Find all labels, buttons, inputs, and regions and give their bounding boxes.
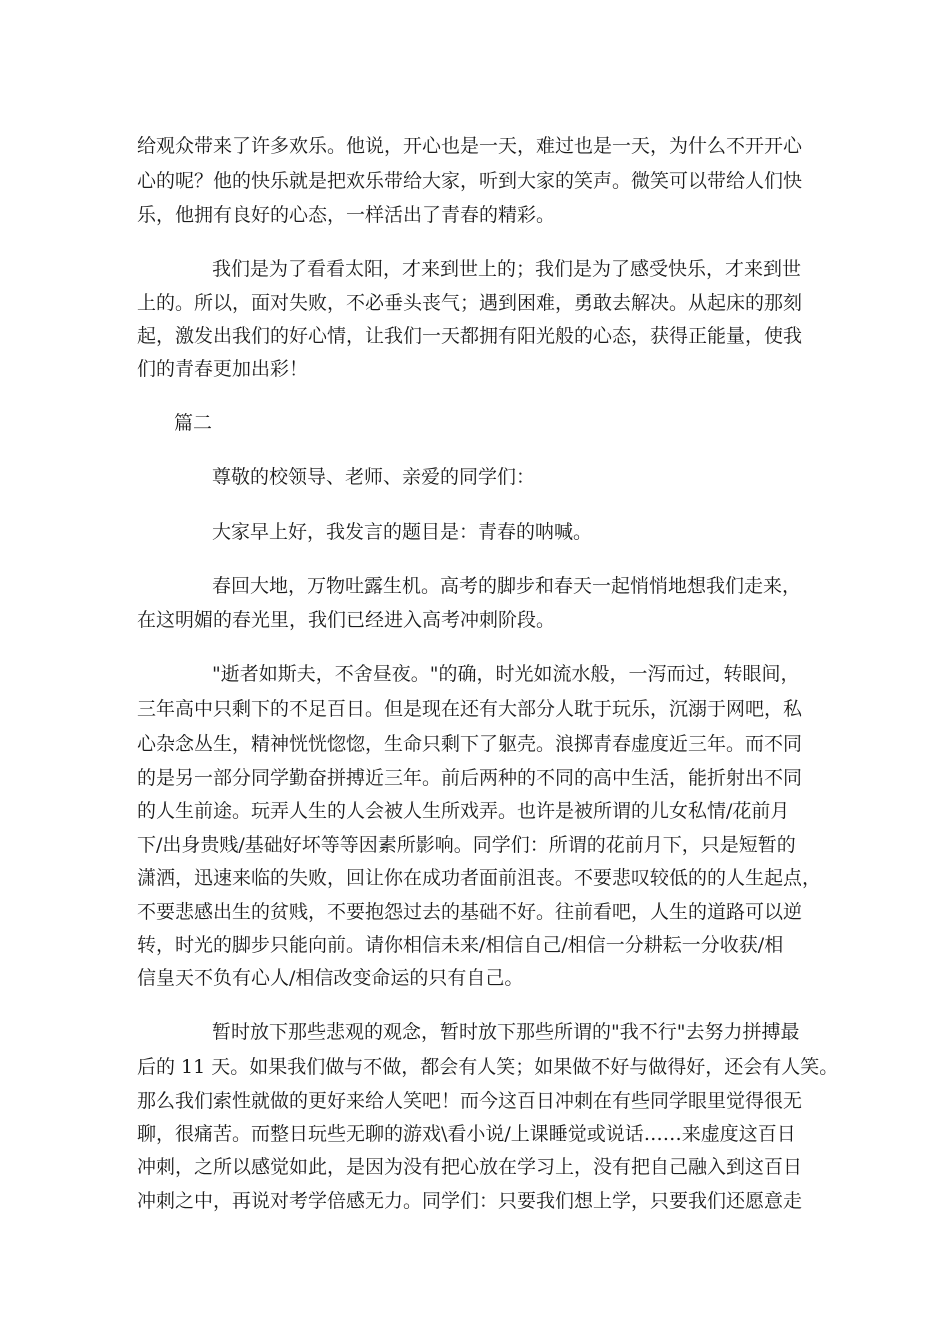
paragraph-line: 冲刺，之所以感觉如此，是因为没有把心放在学习上，没有把自己融入到这百日 bbox=[137, 1156, 803, 1178]
section-heading: 篇二 bbox=[174, 412, 213, 434]
paragraph-line: 心杂念丛生，精神恍恍惚惚，生命只剩下了躯壳。浪掷青春虚度近三年。而不同 bbox=[137, 733, 803, 755]
paragraph-line: 转，时光的脚步只能向前。请你相信未来/相信自己/相信一分耕耘一分收获/相 bbox=[137, 934, 784, 956]
paragraph-line: 的是另一部分同学勤奋拼搏近三年。前后两种的不同的高中生活，能折射出不同 bbox=[137, 767, 803, 789]
paragraph-line: 潇洒，迅速来临的失败，回让你在成功者面前沮丧。不要悲叹较低的的人生起点， bbox=[137, 867, 822, 889]
greeting-line: 大家早上好，我发言的题目是：青春的呐喊。 bbox=[212, 521, 593, 543]
salutation: 尊敬的校领导、老师、亲爱的同学们： bbox=[212, 466, 536, 488]
paragraph-line: 聊，很痛苦。而整日玩些无聊的游戏\看小说/上课睡觉或说话……来虚度这百日 bbox=[137, 1123, 796, 1145]
paragraph-line: 我们是为了看看太阳，才来到世上的；我们是为了感受快乐，才来到世 bbox=[212, 258, 802, 280]
paragraph-line: 心的呢？他的快乐就是把欢乐带给大家，听到大家的笑声。微笑可以带给人们快 bbox=[137, 170, 803, 192]
paragraph-line: 上的。所以，面对失败，不必垂头丧气；遇到困难，勇敢去解决。从起床的那刻 bbox=[137, 292, 803, 314]
paragraph-line: "逝者如斯夫，不舍昼夜。"的确，时光如流水般，一泻而过，转眼间， bbox=[212, 663, 800, 685]
paragraph-line: 给观众带来了许多欢乐。他说，开心也是一天，难过也是一天，为什么不开开心 bbox=[137, 135, 803, 157]
paragraph-line: 冲刺之中，再说对考学倍感无力。同学们：只要我们想上学，只要我们还愿意走 bbox=[137, 1190, 803, 1212]
paragraph-line: 在这明媚的春光里，我们已经进入高考冲刺阶段。 bbox=[137, 609, 556, 631]
paragraph-line: 信皇天不负有心人/相信改变命运的只有自己。 bbox=[137, 967, 524, 989]
paragraph-line: 们的青春更加出彩！ bbox=[137, 358, 309, 380]
paragraph-line: 的人生前途。玩弄人生的人会被人生所戏弄。也许是被所谓的儿女私情/花前月 bbox=[137, 800, 790, 822]
paragraph-line: 不要悲感出生的贫贱，不要抱怨过去的基础不好。往前看吧，人生的道路可以逆 bbox=[137, 901, 803, 923]
paragraph-line: 下/出身贵贱/基础好坏等等因素所影响。同学们：所谓的花前月下，只是短暂的 bbox=[137, 834, 796, 856]
paragraph-line: 那么我们索性就做的更好来给人笑吧！而今这百日冲刺在有些同学眼里觉得很无 bbox=[137, 1090, 803, 1112]
paragraph-line: 后的 11 天。如果我们做与不做，都会有人笑；如果做不好与做得好，还会有人笑。 bbox=[137, 1056, 839, 1078]
paragraph-line: 暂时放下那些悲观的观念，暂时放下那些所谓的"我不行"去努力拼搏最 bbox=[212, 1021, 800, 1043]
paragraph-line: 三年高中只剩下的不足百日。但是现在还有大部分人耽于玩乐，沉溺于网吧，私 bbox=[137, 698, 803, 720]
paragraph-line: 乐，他拥有良好的心态，一样活出了青春的精彩。 bbox=[137, 204, 556, 226]
paragraph-line: 春回大地，万物吐露生机。高考的脚步和春天一起悄悄地想我们走来， bbox=[212, 575, 802, 597]
paragraph-line: 起，激发出我们的好心情，让我们一天都拥有阳光般的心态，获得正能量，使我 bbox=[137, 325, 803, 347]
